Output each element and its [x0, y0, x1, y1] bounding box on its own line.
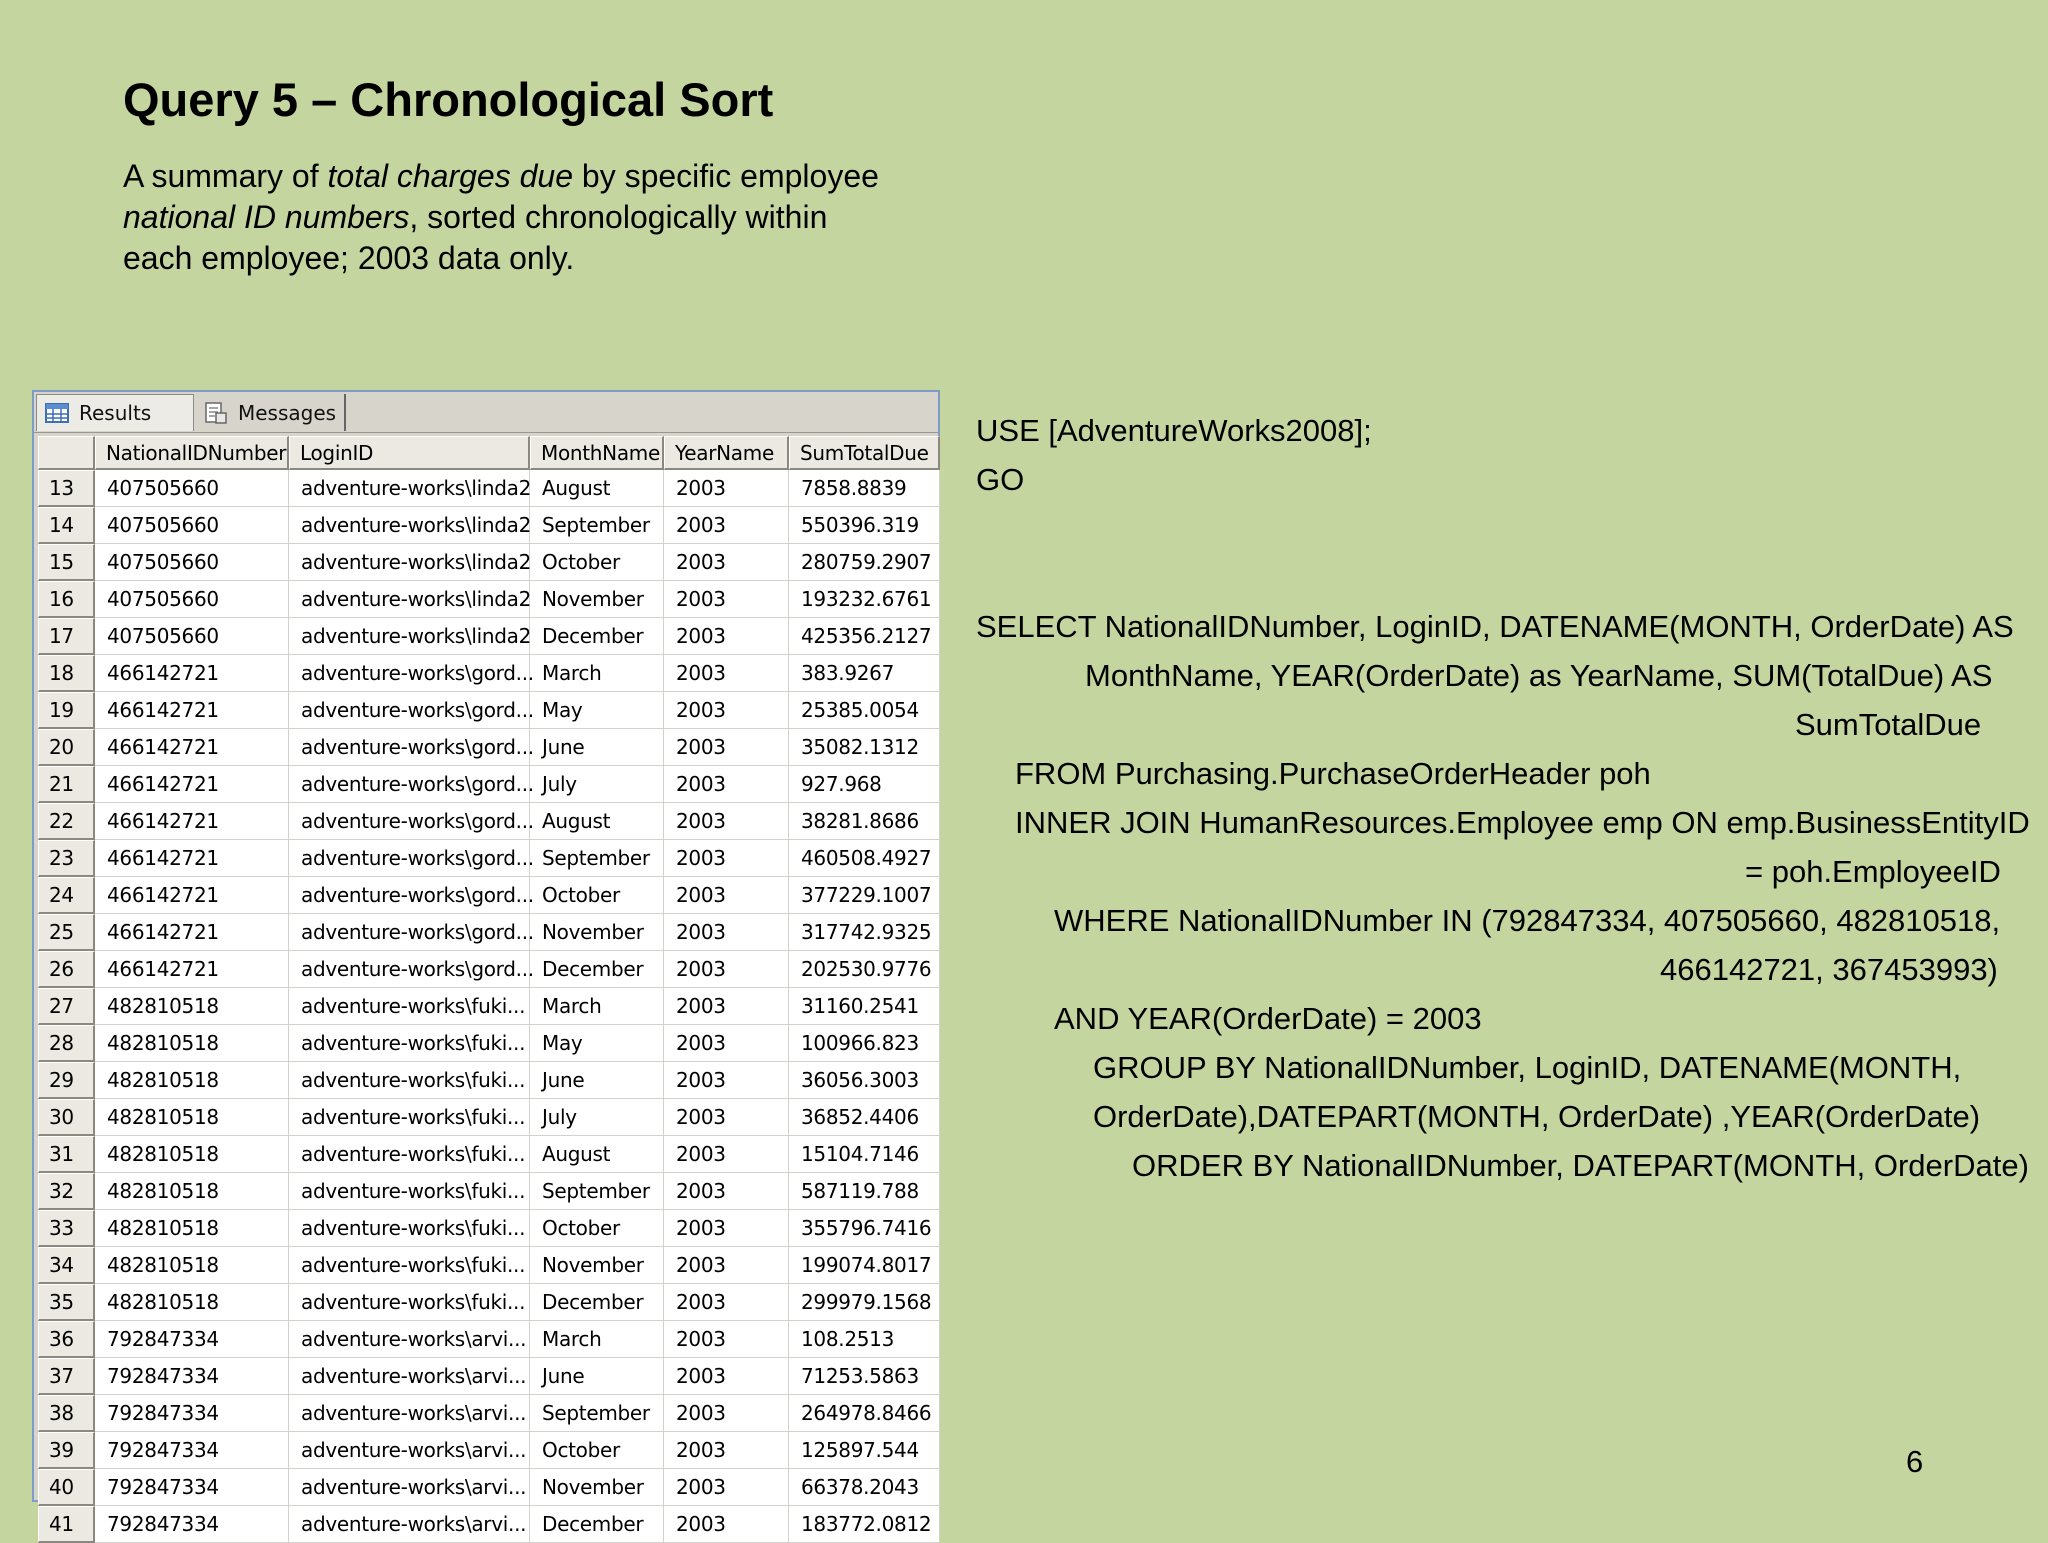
tab-results-label: Results: [79, 401, 152, 425]
month-name-cell[interactable]: June: [530, 1062, 664, 1099]
grid-body: [38, 470, 940, 1543]
year-name-cell[interactable]: 2003: [664, 581, 789, 618]
login-id-cell[interactable]: adventure-works\gord...: [289, 951, 530, 988]
row-number-cell[interactable]: 19: [38, 692, 95, 729]
table-row[interactable]: [38, 618, 940, 655]
sum-total-due-cell[interactable]: 36852.4406: [789, 1099, 940, 1136]
grid-icon: [45, 403, 69, 423]
login-id-cell[interactable]: adventure-works\fuki...: [289, 1247, 530, 1284]
table-row[interactable]: [38, 840, 940, 877]
national-id-cell[interactable]: 466142721: [95, 803, 289, 840]
national-id-cell[interactable]: 792847334: [95, 1432, 289, 1469]
national-id-cell[interactable]: 407505660: [95, 618, 289, 655]
national-id-cell[interactable]: 466142721: [95, 914, 289, 951]
sum-total-due-cell[interactable]: 193232.6761: [789, 581, 940, 618]
sql-line: GROUP BY NationalIDNumber, LoginID, DATENAME(MONTH,: [1093, 1050, 1962, 1085]
year-name-cell[interactable]: 2003: [664, 1321, 789, 1358]
sql-blank-line: [976, 553, 2000, 602]
sum-total-due-cell[interactable]: 317742.9325: [789, 914, 940, 951]
national-id-cell[interactable]: 482810518: [95, 1136, 289, 1173]
row-number-cell[interactable]: 29: [38, 1062, 95, 1099]
column-header-yearname[interactable]: YearName: [664, 436, 789, 470]
sql-line: AND YEAR(OrderDate) = 2003: [1054, 1001, 1482, 1036]
national-id-cell[interactable]: 466142721: [95, 655, 289, 692]
year-name-cell[interactable]: 2003: [664, 544, 789, 581]
national-id-cell[interactable]: 792847334: [95, 1469, 289, 1506]
sql-line: = poh.EmployeeID: [1745, 854, 2001, 889]
national-id-cell[interactable]: 482810518: [95, 988, 289, 1025]
month-name-cell[interactable]: December: [530, 618, 664, 655]
login-id-cell[interactable]: adventure-works\arvi...: [289, 1358, 530, 1395]
national-id-cell[interactable]: 466142721: [95, 766, 289, 803]
sum-total-due-cell[interactable]: 31160.2541: [789, 988, 940, 1025]
login-id-cell[interactable]: adventure-works\gord...: [289, 803, 530, 840]
login-id-cell[interactable]: adventure-works\linda2: [289, 470, 530, 507]
column-header-monthname[interactable]: MonthName: [530, 436, 664, 470]
table-row[interactable]: [38, 1210, 940, 1247]
login-id-cell[interactable]: adventure-works\fuki...: [289, 1062, 530, 1099]
slide-title: Query 5 – Chronological Sort: [123, 73, 774, 126]
national-id-cell[interactable]: 407505660: [95, 544, 289, 581]
sum-total-due-cell[interactable]: 264978.8466: [789, 1395, 940, 1432]
login-id-cell[interactable]: adventure-works\linda2: [289, 618, 530, 655]
login-id-cell[interactable]: adventure-works\fuki...: [289, 1210, 530, 1247]
table-row[interactable]: [38, 1173, 940, 1210]
year-name-cell[interactable]: 2003: [664, 1469, 789, 1506]
month-name-cell[interactable]: September: [530, 1173, 664, 1210]
row-number-cell[interactable]: 22: [38, 803, 95, 840]
sum-total-due-cell[interactable]: 355796.7416: [789, 1210, 940, 1247]
month-name-cell[interactable]: December: [530, 1284, 664, 1321]
login-id-cell[interactable]: adventure-works\gord...: [289, 729, 530, 766]
row-number-cell[interactable]: 35: [38, 1284, 95, 1321]
sum-total-due-cell[interactable]: 36056.3003: [789, 1062, 940, 1099]
sql-code-block: [976, 406, 2030, 1190]
sql-line: MonthName, YEAR(OrderDate) as YearName, SUM(TotalDue) AS: [1085, 658, 1993, 693]
table-row[interactable]: [38, 1025, 940, 1062]
row-number-cell[interactable]: 30: [38, 1099, 95, 1136]
year-name-cell[interactable]: 2003: [664, 877, 789, 914]
national-id-cell[interactable]: 792847334: [95, 1321, 289, 1358]
login-id-cell[interactable]: adventure-works\gord...: [289, 655, 530, 692]
national-id-cell[interactable]: 792847334: [95, 1358, 289, 1395]
sql-line: USE [AdventureWorks2008];: [976, 413, 1372, 448]
login-id-cell[interactable]: adventure-works\linda2: [289, 544, 530, 581]
month-name-cell[interactable]: November: [530, 1469, 664, 1506]
sum-total-due-cell[interactable]: 299979.1568: [789, 1284, 940, 1321]
sum-total-due-cell[interactable]: 927.968: [789, 766, 940, 803]
national-id-cell[interactable]: 407505660: [95, 581, 289, 618]
table-row[interactable]: [38, 951, 940, 988]
row-number-cell[interactable]: 25: [38, 914, 95, 951]
table-row[interactable]: [38, 692, 940, 729]
month-name-cell[interactable]: September: [530, 840, 664, 877]
year-name-cell[interactable]: 2003: [664, 1395, 789, 1432]
sql-line: SumTotalDue: [1795, 707, 1982, 742]
month-name-cell[interactable]: June: [530, 729, 664, 766]
row-number-cell[interactable]: 28: [38, 1025, 95, 1062]
sum-total-due-cell[interactable]: 15104.7146: [789, 1136, 940, 1173]
month-name-cell[interactable]: July: [530, 1099, 664, 1136]
login-id-cell[interactable]: adventure-works\arvi...: [289, 1469, 530, 1506]
row-number-cell[interactable]: 24: [38, 877, 95, 914]
column-header-nationalidnumber[interactable]: NationalIDNumber: [95, 436, 289, 470]
table-row[interactable]: [38, 1284, 940, 1321]
login-id-cell[interactable]: adventure-works\gord...: [289, 692, 530, 729]
tab-messages-label: Messages: [238, 400, 337, 425]
sql-line: 466142721, 367453993): [1660, 952, 1998, 987]
national-id-cell[interactable]: 407505660: [95, 470, 289, 507]
month-name-cell[interactable]: August: [530, 470, 664, 507]
page-number: 6: [1906, 1444, 1924, 1479]
table-row[interactable]: [38, 544, 940, 581]
row-number-cell[interactable]: 17: [38, 618, 95, 655]
login-id-cell[interactable]: adventure-works\fuki...: [289, 1025, 530, 1062]
login-id-cell[interactable]: adventure-works\arvi...: [289, 1506, 530, 1543]
description-text-2: by specific employee: [573, 158, 879, 194]
table-row[interactable]: [38, 1469, 940, 1506]
slide-description: [123, 156, 883, 279]
year-name-cell[interactable]: 2003: [664, 988, 789, 1025]
month-name-cell[interactable]: November: [530, 581, 664, 618]
month-name-cell[interactable]: December: [530, 951, 664, 988]
month-name-cell[interactable]: March: [530, 655, 664, 692]
year-name-cell[interactable]: 2003: [664, 729, 789, 766]
table-row[interactable]: [38, 1358, 940, 1395]
month-name-cell[interactable]: November: [530, 914, 664, 951]
login-id-cell[interactable]: adventure-works\gord...: [289, 766, 530, 803]
login-id-cell[interactable]: adventure-works\arvi...: [289, 1395, 530, 1432]
row-number-cell[interactable]: 18: [38, 655, 95, 692]
year-name-cell[interactable]: 2003: [664, 655, 789, 692]
login-id-cell[interactable]: adventure-works\gord...: [289, 877, 530, 914]
login-id-cell[interactable]: adventure-works\linda2: [289, 581, 530, 618]
table-row[interactable]: [38, 877, 940, 914]
table-row[interactable]: [38, 766, 940, 803]
sum-total-due-cell[interactable]: 125897.544: [789, 1432, 940, 1469]
month-name-cell[interactable]: August: [530, 803, 664, 840]
login-id-cell[interactable]: adventure-works\gord...: [289, 914, 530, 951]
month-name-cell[interactable]: November: [530, 1247, 664, 1284]
row-number-header[interactable]: [38, 436, 95, 470]
sum-total-due-cell[interactable]: 377229.1007: [789, 877, 940, 914]
year-name-cell[interactable]: 2003: [664, 1358, 789, 1395]
row-number-cell[interactable]: 21: [38, 766, 95, 803]
row-number-cell[interactable]: 15: [38, 544, 95, 581]
table-row[interactable]: [38, 1321, 940, 1358]
month-name-cell[interactable]: October: [530, 877, 664, 914]
year-name-cell[interactable]: 2003: [664, 1432, 789, 1469]
year-name-cell[interactable]: 2003: [664, 1506, 789, 1543]
row-number-cell[interactable]: 40: [38, 1469, 95, 1506]
year-name-cell[interactable]: 2003: [664, 1099, 789, 1136]
sql-blank-line: [976, 504, 2000, 553]
description-text-3: , sorted chronologically within each employee; 2003 data only.: [123, 199, 828, 276]
row-number-cell[interactable]: 37: [38, 1358, 95, 1395]
national-id-cell[interactable]: 482810518: [95, 1247, 289, 1284]
year-name-cell[interactable]: 2003: [664, 766, 789, 803]
month-name-cell[interactable]: June: [530, 1358, 664, 1395]
row-number-cell[interactable]: 14: [38, 507, 95, 544]
month-name-cell[interactable]: October: [530, 1210, 664, 1247]
description-text-1: A summary of: [123, 158, 328, 194]
table-row[interactable]: [38, 1395, 940, 1432]
national-id-cell[interactable]: 482810518: [95, 1062, 289, 1099]
sum-total-due-cell[interactable]: 587119.788: [789, 1173, 940, 1210]
month-name-cell[interactable]: July: [530, 766, 664, 803]
row-number-cell[interactable]: 33: [38, 1210, 95, 1247]
sql-line: INNER JOIN HumanResources.Employee emp ON emp.BusinessEntityID: [1015, 805, 2030, 840]
year-name-cell[interactable]: 2003: [664, 1136, 789, 1173]
login-id-cell[interactable]: adventure-works\arvi...: [289, 1321, 530, 1358]
sum-total-due-cell[interactable]: 7858.8839: [789, 470, 940, 507]
results-grid: [38, 436, 940, 1543]
table-row[interactable]: [38, 507, 940, 544]
sum-total-due-cell[interactable]: 280759.2907: [789, 544, 940, 581]
table-row[interactable]: [38, 1506, 940, 1543]
sum-total-due-cell[interactable]: 38281.8686: [789, 803, 940, 840]
table-row[interactable]: [38, 1136, 940, 1173]
sum-total-due-cell[interactable]: 108.2513: [789, 1321, 940, 1358]
sql-line: GO: [976, 462, 1025, 497]
year-name-cell[interactable]: 2003: [664, 507, 789, 544]
row-number-cell[interactable]: 32: [38, 1173, 95, 1210]
row-number-cell[interactable]: 31: [38, 1136, 95, 1173]
sum-total-due-cell[interactable]: 66378.2043: [789, 1469, 940, 1506]
sum-total-due-cell[interactable]: 100966.823: [789, 1025, 940, 1062]
row-number-cell[interactable]: 27: [38, 988, 95, 1025]
national-id-cell[interactable]: 482810518: [95, 1025, 289, 1062]
table-row[interactable]: [38, 655, 940, 692]
grid-header-row: [38, 436, 940, 470]
row-number-cell[interactable]: 41: [38, 1506, 95, 1543]
national-id-cell[interactable]: 466142721: [95, 729, 289, 766]
year-name-cell[interactable]: 2003: [664, 914, 789, 951]
national-id-cell[interactable]: 407505660: [95, 507, 289, 544]
table-row[interactable]: [38, 1432, 940, 1469]
sum-total-due-cell[interactable]: 35082.1312: [789, 729, 940, 766]
sql-line: ORDER BY NationalIDNumber, DATEPART(MONTH, OrderDate): [1132, 1148, 2029, 1183]
year-name-cell[interactable]: 2003: [664, 470, 789, 507]
login-id-cell[interactable]: adventure-works\fuki...: [289, 1136, 530, 1173]
year-name-cell[interactable]: 2003: [664, 692, 789, 729]
month-name-cell[interactable]: March: [530, 1321, 664, 1358]
year-name-cell[interactable]: 2003: [664, 1173, 789, 1210]
national-id-cell[interactable]: 466142721: [95, 692, 289, 729]
month-name-cell[interactable]: September: [530, 507, 664, 544]
national-id-cell[interactable]: 466142721: [95, 877, 289, 914]
sum-total-due-cell[interactable]: 460508.4927: [789, 840, 940, 877]
row-number-cell[interactable]: 13: [38, 470, 95, 507]
national-id-cell[interactable]: 482810518: [95, 1210, 289, 1247]
year-name-cell[interactable]: 2003: [664, 1284, 789, 1321]
year-name-cell[interactable]: 2003: [664, 1247, 789, 1284]
month-name-cell[interactable]: October: [530, 1432, 664, 1469]
login-id-cell[interactable]: adventure-works\arvi...: [289, 1432, 530, 1469]
year-name-cell[interactable]: 2003: [664, 951, 789, 988]
national-id-cell[interactable]: 792847334: [95, 1506, 289, 1543]
sum-total-due-cell[interactable]: 202530.9776: [789, 951, 940, 988]
year-name-cell[interactable]: 2003: [664, 803, 789, 840]
month-name-cell[interactable]: August: [530, 1136, 664, 1173]
national-id-cell[interactable]: 482810518: [95, 1173, 289, 1210]
login-id-cell[interactable]: adventure-works\fuki...: [289, 988, 530, 1025]
login-id-cell[interactable]: adventure-works\fuki...: [289, 1099, 530, 1136]
month-name-cell[interactable]: September: [530, 1395, 664, 1432]
login-id-cell[interactable]: adventure-works\fuki...: [289, 1173, 530, 1210]
sum-total-due-cell[interactable]: 199074.8017: [789, 1247, 940, 1284]
table-row[interactable]: [38, 729, 940, 766]
tab-messages[interactable]: [196, 394, 346, 431]
tab-results[interactable]: [36, 394, 194, 431]
row-number-cell[interactable]: 39: [38, 1432, 95, 1469]
row-number-cell[interactable]: 23: [38, 840, 95, 877]
year-name-cell[interactable]: 2003: [664, 1210, 789, 1247]
sum-total-due-cell[interactable]: 550396.319: [789, 507, 940, 544]
sql-line: OrderDate),DATEPART(MONTH, OrderDate) ,YEAR(OrderDate): [1093, 1099, 1981, 1134]
table-row[interactable]: [38, 988, 940, 1025]
table-row[interactable]: [38, 914, 940, 951]
month-name-cell[interactable]: October: [530, 544, 664, 581]
sql-line: FROM Purchasing.PurchaseOrderHeader poh: [1015, 756, 1651, 791]
table-row[interactable]: [38, 1062, 940, 1099]
month-name-cell[interactable]: May: [530, 692, 664, 729]
results-pane: [32, 390, 940, 1536]
year-name-cell[interactable]: 2003: [664, 840, 789, 877]
row-number-cell[interactable]: 20: [38, 729, 95, 766]
national-id-cell[interactable]: 466142721: [95, 840, 289, 877]
messages-icon: [204, 401, 228, 425]
column-header-loginid[interactable]: LoginID: [289, 436, 530, 470]
results-tab-bar: [34, 392, 938, 433]
year-name-cell[interactable]: 2003: [664, 618, 789, 655]
row-number-cell[interactable]: 36: [38, 1321, 95, 1358]
sum-total-due-cell[interactable]: 425356.2127: [789, 618, 940, 655]
year-name-cell[interactable]: 2003: [664, 1062, 789, 1099]
sum-total-due-cell[interactable]: 71253.5863: [789, 1358, 940, 1395]
month-name-cell[interactable]: May: [530, 1025, 664, 1062]
national-id-cell[interactable]: 482810518: [95, 1099, 289, 1136]
national-id-cell[interactable]: 466142721: [95, 951, 289, 988]
sum-total-due-cell[interactable]: 383.9267: [789, 655, 940, 692]
column-header-sumtotaldue[interactable]: SumTotalDue: [789, 436, 940, 470]
sum-total-due-cell[interactable]: 25385.0054: [789, 692, 940, 729]
login-id-cell[interactable]: adventure-works\fuki...: [289, 1284, 530, 1321]
table-row[interactable]: [38, 581, 940, 618]
sql-line: WHERE NationalIDNumber IN (792847334, 407505660, 482810518,: [1054, 903, 2001, 938]
month-name-cell[interactable]: March: [530, 988, 664, 1025]
row-number-cell[interactable]: 16: [38, 581, 95, 618]
national-id-cell[interactable]: 482810518: [95, 1284, 289, 1321]
month-name-cell[interactable]: December: [530, 1506, 664, 1543]
table-row[interactable]: [38, 1099, 940, 1136]
row-number-cell[interactable]: 38: [38, 1395, 95, 1432]
sql-line: SELECT NationalIDNumber, LoginID, DATENAME(MONTH, OrderDate) AS: [976, 609, 2014, 644]
login-id-cell[interactable]: adventure-works\gord...: [289, 840, 530, 877]
description-emphasis-2: national ID numbers: [123, 199, 410, 235]
year-name-cell[interactable]: 2003: [664, 1025, 789, 1062]
description-emphasis-1: total charges due: [327, 158, 573, 194]
row-number-cell[interactable]: 34: [38, 1247, 95, 1284]
login-id-cell[interactable]: adventure-works\linda2: [289, 507, 530, 544]
national-id-cell[interactable]: 792847334: [95, 1395, 289, 1432]
table-row[interactable]: [38, 803, 940, 840]
table-row[interactable]: [38, 1247, 940, 1284]
sum-total-due-cell[interactable]: 183772.0812: [789, 1506, 940, 1543]
table-row[interactable]: [38, 470, 940, 507]
row-number-cell[interactable]: 26: [38, 951, 95, 988]
